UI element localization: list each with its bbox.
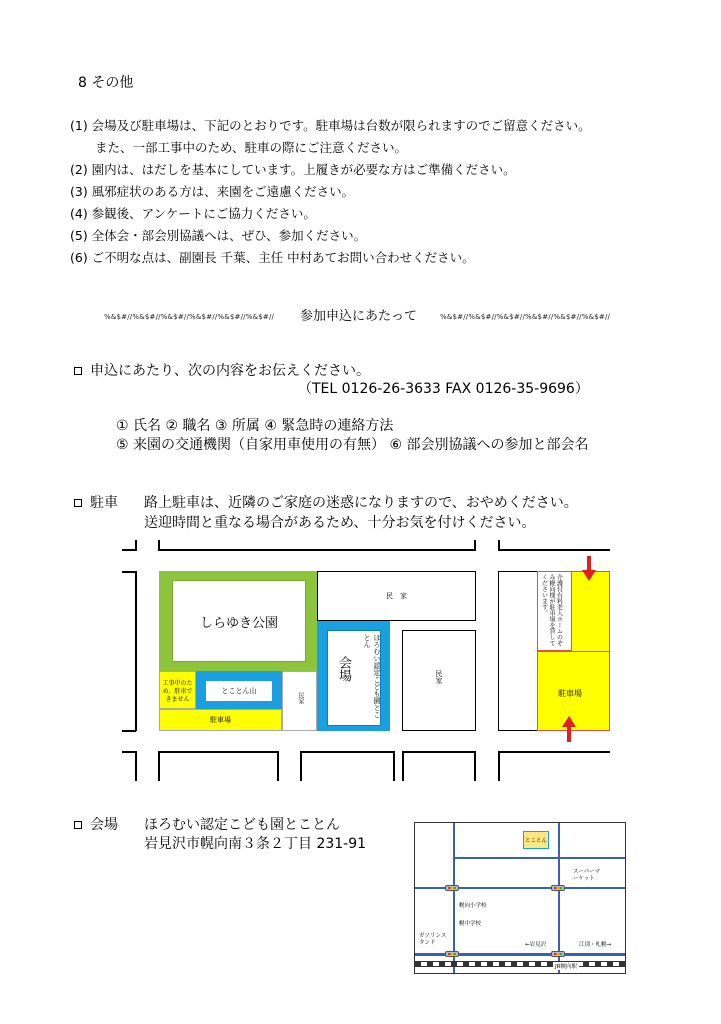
application-items-row2: ⑤ 来園の交通機関（自家用車使用の有無） ⑥ 部会別協議への参加と部会名 bbox=[116, 437, 589, 453]
street-line bbox=[135, 751, 137, 781]
divider-title: 参加申込にあたって bbox=[300, 309, 418, 324]
map-gas-station: ガソリンスタンド bbox=[419, 933, 447, 946]
street-line bbox=[135, 540, 137, 551]
construction-note: 工事中のため、駐車できません bbox=[162, 680, 193, 703]
parking-right-label: 駐車場 bbox=[558, 689, 582, 698]
street-line bbox=[474, 540, 476, 551]
section-title: 8 その他 bbox=[78, 75, 134, 91]
house-right-label: 民家 bbox=[435, 670, 443, 684]
street-line bbox=[498, 540, 500, 551]
entry-arrow-up-icon bbox=[562, 716, 576, 742]
street-line bbox=[122, 751, 136, 753]
note-item: また、一部工事中のため、駐車の際にご注意ください。 bbox=[70, 140, 408, 155]
house-small-label: 民家 bbox=[297, 692, 304, 704]
care-home-note: 介護付有料老人ホームのぞみ幌向様が駐車場を貸してくださいます。 bbox=[540, 574, 563, 646]
street-line bbox=[158, 751, 278, 753]
street-line bbox=[402, 751, 404, 781]
area-map bbox=[414, 822, 626, 974]
checkbox-bullet-icon bbox=[74, 367, 82, 375]
street-line bbox=[158, 751, 160, 781]
checkbox-bullet-icon bbox=[74, 821, 82, 829]
entry-arrow-down-icon bbox=[582, 556, 596, 582]
application-heading bbox=[74, 360, 370, 380]
venue-name-vertical: ほろむい認定こども園とことん bbox=[363, 634, 381, 718]
street-line bbox=[300, 751, 394, 753]
note-item: (4) 参観後、アンケートにご協力ください。 bbox=[70, 206, 316, 221]
street-line bbox=[393, 751, 395, 781]
traffic-signal-icon bbox=[445, 885, 459, 891]
street-line bbox=[122, 730, 136, 732]
street-line bbox=[277, 751, 279, 781]
right-block bbox=[498, 571, 538, 731]
parking-line2: 送迎時間と重なる場合があるため、十分お気を付けください。 bbox=[144, 515, 536, 531]
parking-divider bbox=[537, 651, 610, 652]
street-line bbox=[135, 571, 137, 731]
map-junior-high-school: 幌中学校 bbox=[459, 921, 482, 927]
street-line bbox=[158, 549, 476, 551]
road bbox=[453, 857, 626, 859]
street-line bbox=[498, 549, 610, 551]
venue-info-label bbox=[74, 814, 118, 834]
traffic-signal-icon bbox=[551, 885, 565, 891]
checkbox-bullet-icon bbox=[74, 499, 82, 507]
map-elementary-school: 幌向小学校 bbox=[459, 903, 487, 909]
venue-info-name: ほろむい認定こども園とことん bbox=[144, 817, 340, 833]
street-line bbox=[300, 751, 302, 781]
house-top: 民 家 bbox=[317, 571, 476, 621]
note-item: (2) 園内は、はだしを基本にしています。上履きが必要な方はご準備ください。 bbox=[70, 162, 516, 177]
street-line bbox=[498, 751, 500, 781]
map-to-ebetsu: 江別・札幌→ bbox=[579, 942, 612, 948]
parking-label bbox=[74, 492, 118, 512]
divider-deco-left: %&$#//%&$#//%&$#//%&$#//%&$#//%&$#// bbox=[104, 313, 275, 321]
map-to-iwamizawa: ←岩見沢 bbox=[525, 942, 547, 948]
tokoton-yama-label: とことん山 bbox=[206, 681, 272, 701]
railway bbox=[415, 961, 626, 967]
street-line bbox=[498, 751, 610, 753]
map-supermarket: スーパーマーケット bbox=[573, 869, 600, 882]
note-item: (5) 全体会・部会別協議へは、ぜひ、参加ください。 bbox=[70, 228, 367, 243]
venue-label: 会場 bbox=[336, 656, 351, 682]
application-heading-text: 申込にあたり、次の内容をお伝えください。 bbox=[90, 363, 370, 379]
divider-deco-right: %&$#//%&$#//%&$#//%&$#//%&$#//%&$#// bbox=[440, 313, 611, 321]
parking-left: 駐車場 bbox=[159, 709, 282, 731]
contact-numbers: （TEL 0126-26-3633 FAX 0126-35-9696） bbox=[298, 381, 589, 397]
parking-line1: 路上駐車は、近隣のご家庭の迷惑になりますので、おやめください。 bbox=[144, 495, 578, 511]
note-item: (3) 風邪症状のある方は、来園をご遠慮ください。 bbox=[70, 184, 355, 199]
map-tokoton: とことん bbox=[523, 831, 549, 849]
note-item: (1) 会場及び駐車場は、下記のとおりです。駐車場は台数が限られますのでご留意ください。 bbox=[70, 118, 591, 133]
map-station: JR幌向駅 bbox=[555, 964, 577, 970]
street-line bbox=[402, 751, 476, 753]
street-line bbox=[122, 571, 136, 573]
street-line bbox=[158, 540, 160, 551]
venue-info-label-text: 会場 bbox=[90, 817, 118, 833]
traffic-signal-icon bbox=[445, 951, 459, 957]
street-line bbox=[122, 549, 136, 551]
parking-label-text: 駐車 bbox=[90, 495, 118, 511]
traffic-signal-icon bbox=[551, 951, 565, 957]
application-items-row1: ① 氏名 ② 職名 ③ 所属 ④ 緊急時の連絡方法 bbox=[116, 418, 394, 434]
street-line bbox=[474, 751, 476, 781]
park-label: しらゆき公園 bbox=[172, 580, 306, 662]
venue-info-address: 岩見沢市幌向南３条２丁目 231-91 bbox=[144, 836, 367, 852]
note-item: (6) ご不明な点は、副園長 千葉、主任 中村あてお問い合わせください。 bbox=[70, 250, 475, 265]
